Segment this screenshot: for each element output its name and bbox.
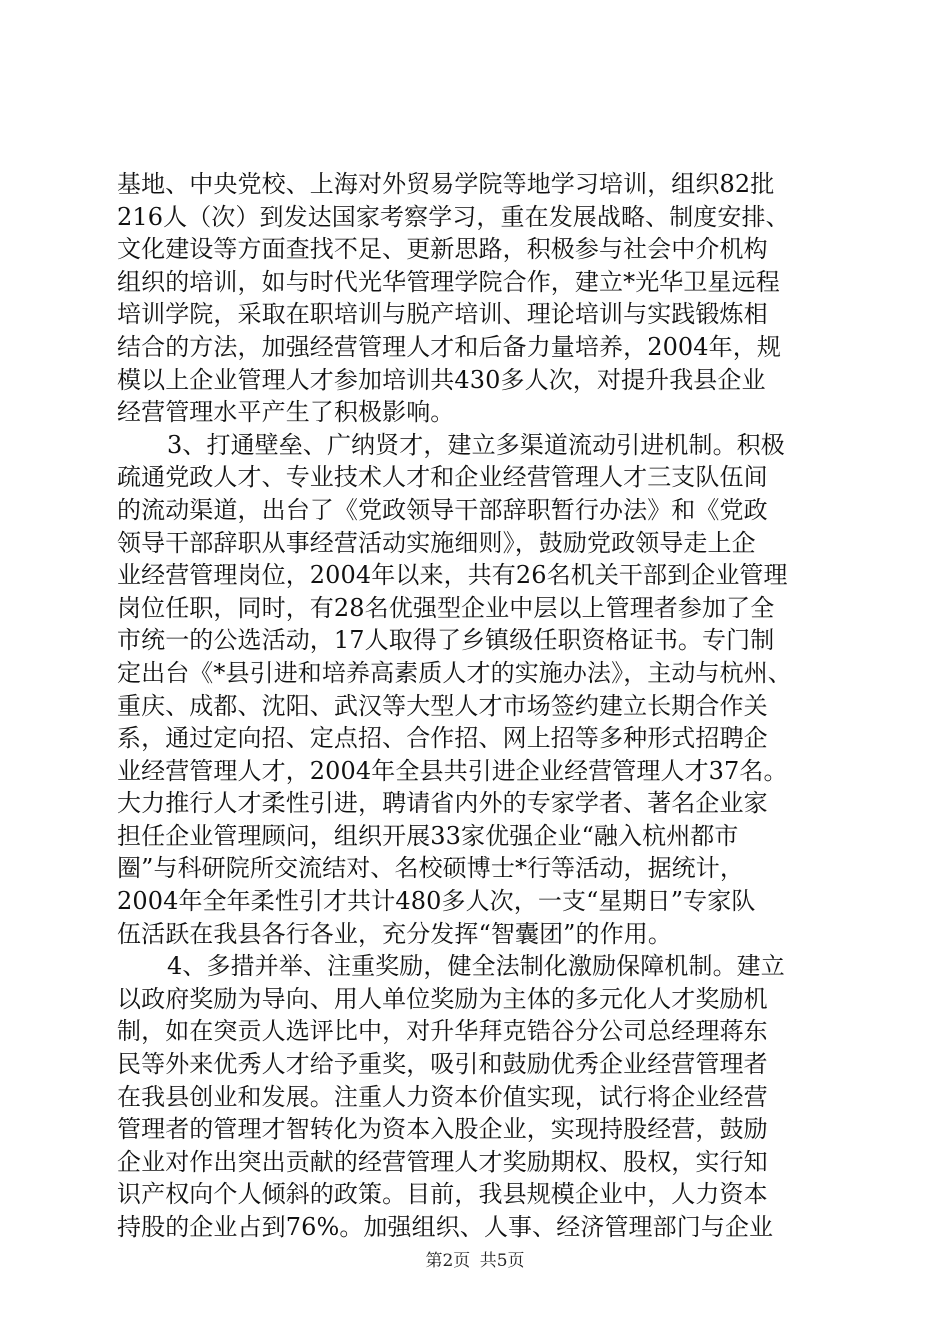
text-line: 领导干部辞职从事经营活动实施细则》，鼓励党政领导走上企 [117,528,756,557]
text-line: 疏通党政人才、专业技术人才和企业经营管理人才三支队伍间 [117,463,768,492]
text-line: 系，通过定向招、定点招、合作招、网上招等多种形式招聘企 [117,724,768,753]
text-line: 业经营管理人才，2004年全县共引进企业经营管理人才37名。 [117,756,788,785]
text-line: 伍活跃在我县各行各业，充分发挥“智囊团”的作用。 [117,919,672,948]
text-line: 识产权向个人倾斜的政策。目前，我县规模企业中，人力资本 [117,1180,768,1209]
text-line: 业经营管理岗位，2004年以来，共有26名机关干部到企业管理 [117,561,788,590]
text-line: 制，如在突贡人选评比中，对升华拜克锆谷分公司总经理蒋东 [117,1017,768,1046]
text-line: 持股的企业占到76%。加强组织、人事、经济管理部门与企业 [117,1213,774,1241]
text-line: 在我县创业和发展。注重人力资本价值实现，试行将企业经营 [117,1082,768,1111]
text-line: 担任企业管理顾问，组织开展33家优强企业“融入杭州都市 [117,821,739,850]
text-line: 企业对作出突出贡献的经营管理人才奖励期权、股权，实行知 [117,1147,768,1176]
text-line: 的流动渠道，出台了《党政领导干部辞职暂行办法》和《党政 [117,495,768,524]
text-line: 定出台《*县引进和培养高素质人才的实施办法》，主动与杭州、 [117,658,792,687]
text-line: 圈”与科研院所交流结对、名校硕博士*行等活动，据统计， [117,854,744,883]
text-line: 岗位任职，同时，有28名优强型企业中层以上管理者参加了全 [117,593,775,622]
text-line: 文化建设等方面查找不足、更新思路，积极参与社会中介机构 [117,235,768,264]
text-line: 民等外来优秀人才给予重奖，吸引和鼓励优秀企业经营管理者 [117,1050,768,1079]
text-line: 经营管理水平产生了积极影响。 [117,398,455,427]
text-line: 重庆、成都、沈阳、武汉等大型人才市场签约建立长期合作关 [117,691,768,720]
text-line: 基地、中央党校、上海对外贸易学院等地学习培训，组织82批 [117,170,775,198]
text-line: 216人（次）到发达国家考察学习，重在发展战略、制度安排、 [117,202,790,231]
paragraph-first-line: 3、打通壁垒、广纳贤才，建立多渠道流动引进机制。积极 [167,430,785,459]
paragraph-first-line: 4、多措并举、注重奖励，健全法制化激励保障机制。建立 [167,952,785,981]
page-number: 第2页 [425,1251,471,1271]
page-footer [0,1246,950,1271]
text-line: 市统一的公选活动，17人取得了乡镇级任职资格证书。专门制 [117,626,775,655]
body-text [117,168,835,1244]
text-line: 组织的培训，如与时代光华管理学院合作，建立*光华卫星远程 [117,267,780,296]
text-line: 大力推行人才柔性引进，聘请省内外的专家学者、著名企业家 [117,789,768,818]
text-line: 2004年全年柔性引才共计480多人次，一支“星期日”专家队 [117,887,756,916]
text-line: 以政府奖励为导向、用人单位奖励为主体的多元化人才奖励机 [117,984,768,1013]
text-line: 管理者的管理才智转化为资本入股企业，实现持股经营，鼓励 [117,1115,768,1144]
text-line: 结合的方法，加强经营管理人才和后备力量培养，2004年，规 [117,332,781,361]
text-line: 模以上企业管理人才参加培训共430多人次，对提升我县企业 [117,365,766,394]
page-total: 共5页 [479,1251,525,1271]
text-line: 培训学院，采取在职培训与脱产培训、理论培训与实践锻炼相 [117,300,768,329]
